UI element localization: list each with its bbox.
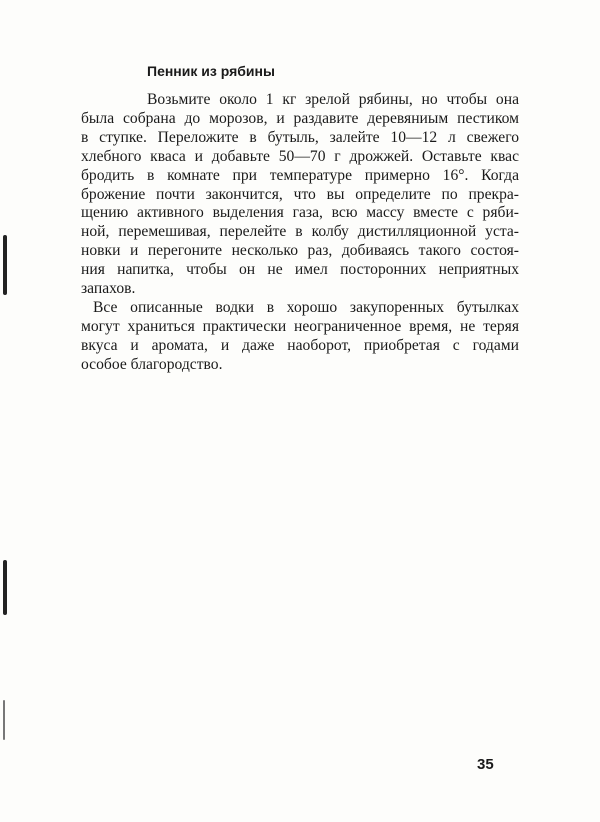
- text-line: могут храниться практически неограниченное время, не теряя: [81, 317, 519, 335]
- scan-edge-mark: [3, 560, 7, 615]
- body-text: [81, 91, 519, 375]
- text-line: Возьмите около 1 кг зрелой рябины, но чтобы она: [147, 91, 519, 108]
- scan-edge-mark: [3, 700, 5, 740]
- text-line: была собрана до морозов, и раздавите деревяниым пестиком: [81, 109, 519, 127]
- text-line: щению активного выделения газа, всю массу вместе с ряби-: [81, 204, 519, 222]
- page-number: 35: [477, 756, 494, 773]
- text-line: новки и перегоните несколько раз, добиваясь такого состоя-: [81, 242, 519, 260]
- text-line: в ступке. Переложите в бутыль, залейте 10—12 л свежего: [81, 128, 519, 146]
- text-line: бродить в комнате при температуре примерно 16°. Когда: [81, 166, 519, 184]
- section-title: Пенник из рябины: [147, 63, 275, 79]
- text-line: ния напитка, чтобы он не имел посторонних неприятных: [81, 261, 519, 279]
- text-line: брожение почти закончится, что вы определите по прекра-: [81, 185, 519, 203]
- text-line: Все описанные водки в хорошо закупоренных бутылках: [93, 298, 519, 316]
- text-line: запахов.: [81, 280, 136, 298]
- scan-edge-mark: [3, 235, 7, 295]
- text-line: хлебного кваса и добавьте 50—70 г дрожжей. Оставьте квас: [81, 147, 519, 165]
- text-line: ной, перемешивая, перелейте в колбу дистилляционной уста-: [81, 223, 519, 241]
- text-line: вкуса и аромата, и даже наоборот, приобретая с годами: [81, 336, 519, 354]
- text-line: особое благородство.: [81, 355, 223, 373]
